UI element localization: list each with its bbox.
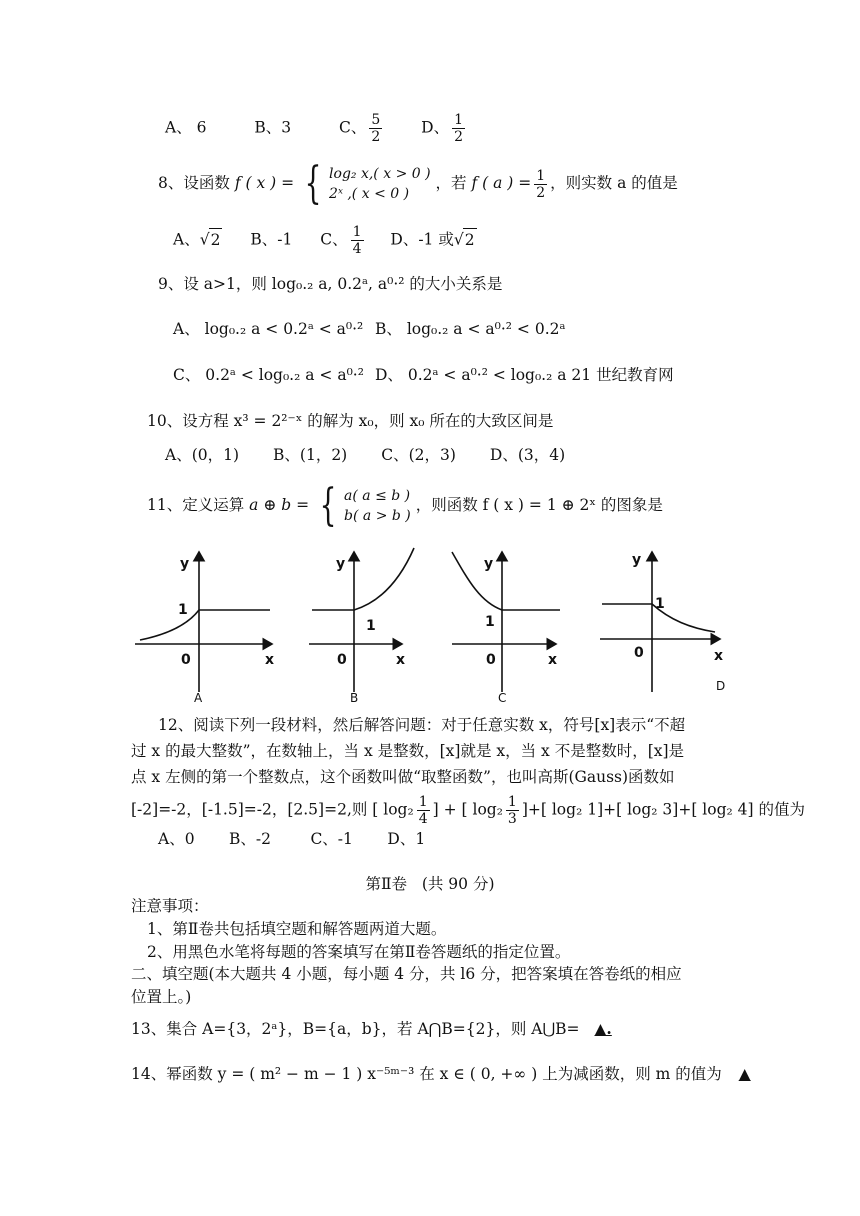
q7-option-c-prefix: C、 [339, 118, 367, 137]
sqrt-symbol: √ [199, 230, 210, 249]
q12-options: A、0 B、-2 C、-1 D、1 [158, 830, 426, 848]
q7-option-b: B、3 [254, 118, 292, 137]
section-2-heading-line-1: 二、填空题(本大题共 4 小题，每小题 4 分，共 l6 分，把答案填在答卷纸的相应 [131, 965, 682, 983]
q13-answer-blank: ▲. [594, 1019, 612, 1038]
q8-piecewise: { log₂ x,( x > 0 ) 2ˣ ,( x < 0 ) [304, 158, 431, 209]
q9-stem: 9、设 a>1，则 log₀.₂ a, 0.2ᵃ, a⁰·² 的大小关系是 [158, 275, 503, 293]
graph-d-origin-label: 0 [634, 645, 644, 661]
graph-c-one-label: 1 [485, 614, 495, 630]
q7-option-d-prefix: D、 [421, 118, 450, 137]
graph-b-y-label: y [336, 556, 346, 572]
q9-option-d: D、 0.2ᵃ < a⁰·² < log₀.₂ a 21 世纪教育网 [375, 366, 674, 384]
q9-option-c: C、 0.2ᵃ < log₀.₂ a < a⁰·² [173, 366, 364, 384]
graph-a-y-label: y [180, 556, 190, 572]
graph-c-origin-label: 0 [486, 652, 496, 668]
q12-line-3: 点 x 左侧的第一个整数点，这个函数叫做“取整函数”，也叫高斯(Gauss)函数如 [131, 768, 675, 786]
sqrt-symbol: √ [453, 230, 464, 249]
graph-c-letter: C [498, 691, 507, 705]
q13: 13、集合 A={3，2ᵃ}，B={a，b}，若 A⋂B={2}，则 A⋃B= ▲. [131, 1019, 612, 1038]
q14: 14、幂函数 y = ( m² − m − 1 ) x⁻⁵ᵐ⁻³ 在 x ∈ ( 0, +∞ ) 上为减函数，则 m 的值为 ▲ [131, 1063, 757, 1085]
q7-option-a: A、 6 [165, 118, 207, 137]
q12-line-2: 过 x 的最大整数”，在数轴上，当 x 是整数，[x]就是 x，当 x 不是整数时，[x]是 [131, 742, 685, 760]
graph-b-x-label: x [396, 652, 406, 668]
graph-a-letter: A [194, 691, 203, 705]
q11-piecewise: { a( a ≤ b ) b( a > b ) [319, 480, 411, 531]
q12-fraction-third: $\frac{1}{3}$ [507, 794, 517, 827]
graph-d-y-label: y [632, 552, 642, 568]
graph-d-one-label: 1 [655, 596, 665, 612]
q11-stem: 11、定义运算 a ⊕ b = { a( a ≤ b ) b( a > b ) ，则函数 f ( x ) = 1 ⊕ 2ˣ 的图象是 [147, 480, 663, 531]
q9-option-a: A、 log₀.₂ a < 0.2ᵃ < a⁰·² [173, 320, 364, 338]
graph-d-x-label: x [714, 648, 724, 664]
q14-answer-blank: ▲ [738, 1064, 751, 1083]
graph-a-origin-label: 0 [181, 652, 191, 668]
q8-options: A、√2 B、-1 C、 $\frac{1}{4}$ D、-1 或√2 [173, 224, 475, 257]
q11-graph-options [0, 540, 860, 710]
q8-fraction: $\frac{1}{2}$ [536, 167, 546, 201]
q7-option-c-fraction: $\frac{5}{2}$ [371, 112, 381, 145]
graph-c-y-label: y [484, 556, 494, 572]
section-2-heading-line-2: 位置上。) [131, 988, 192, 1006]
notes-label: 注意事项： [131, 897, 209, 915]
q9-option-b: B、 log₀.₂ a < a⁰·² < 0.2ᵃ [375, 320, 566, 338]
q10-stem: 10、设方程 x³ = 2²⁻ˣ 的解为 x₀，则 x₀ 所在的大致区间是 [147, 412, 554, 430]
graph-b-letter: B [350, 691, 359, 705]
q12-line-4: [-2]=-2，[-1.5]=-2，[2.5]=2,则 [ log₂ $\frac{1}{4}$ ] + [ log₂ $\frac{1}{3}$ ]+[ log₂ 1]+[ log₂ 3]+[ log₂ 4] 的值为 [131, 794, 805, 827]
graph-b-one-label: 1 [366, 618, 376, 634]
q8-stem: 8、设函数 f ( x ) = { log₂ x,( x > 0 ) 2ˣ ,( x < 0 ) ，若 f ( a ) = $\frac{1}{2}$ ，则实数 a 的值是 [158, 158, 678, 209]
graph-a-one-label: 1 [178, 602, 188, 618]
graph-d-letter: D [716, 679, 726, 693]
q10-options: A、(0，1) B、(1，2) C、(2，3) D、(3，4) [165, 446, 566, 464]
q12-fraction-quarter: $\frac{1}{4}$ [418, 794, 428, 827]
note-2: 2、用黑色水笔将每题的答案填写在第Ⅱ卷答题纸的指定位置。 [147, 943, 571, 961]
part2-title: 第Ⅱ卷 (共 90 分) [365, 875, 495, 893]
note-1: 1、第Ⅱ卷共包括填空题和解答题两道大题。 [147, 920, 447, 938]
q8-option-c-fraction: $\frac{1}{4}$ [352, 224, 362, 257]
graph-b-origin-label: 0 [337, 652, 347, 668]
q7-options [165, 112, 468, 145]
graph-a-x-label: x [265, 652, 275, 668]
graph-c-x-label: x [548, 652, 558, 668]
q7-option-d-fraction: $\frac{1}{2}$ [454, 112, 464, 145]
q12-line-1: 12、阅读下列一段材料，然后解答问题：对于任意实数 x，符号[x]表示“不超 [158, 716, 686, 734]
